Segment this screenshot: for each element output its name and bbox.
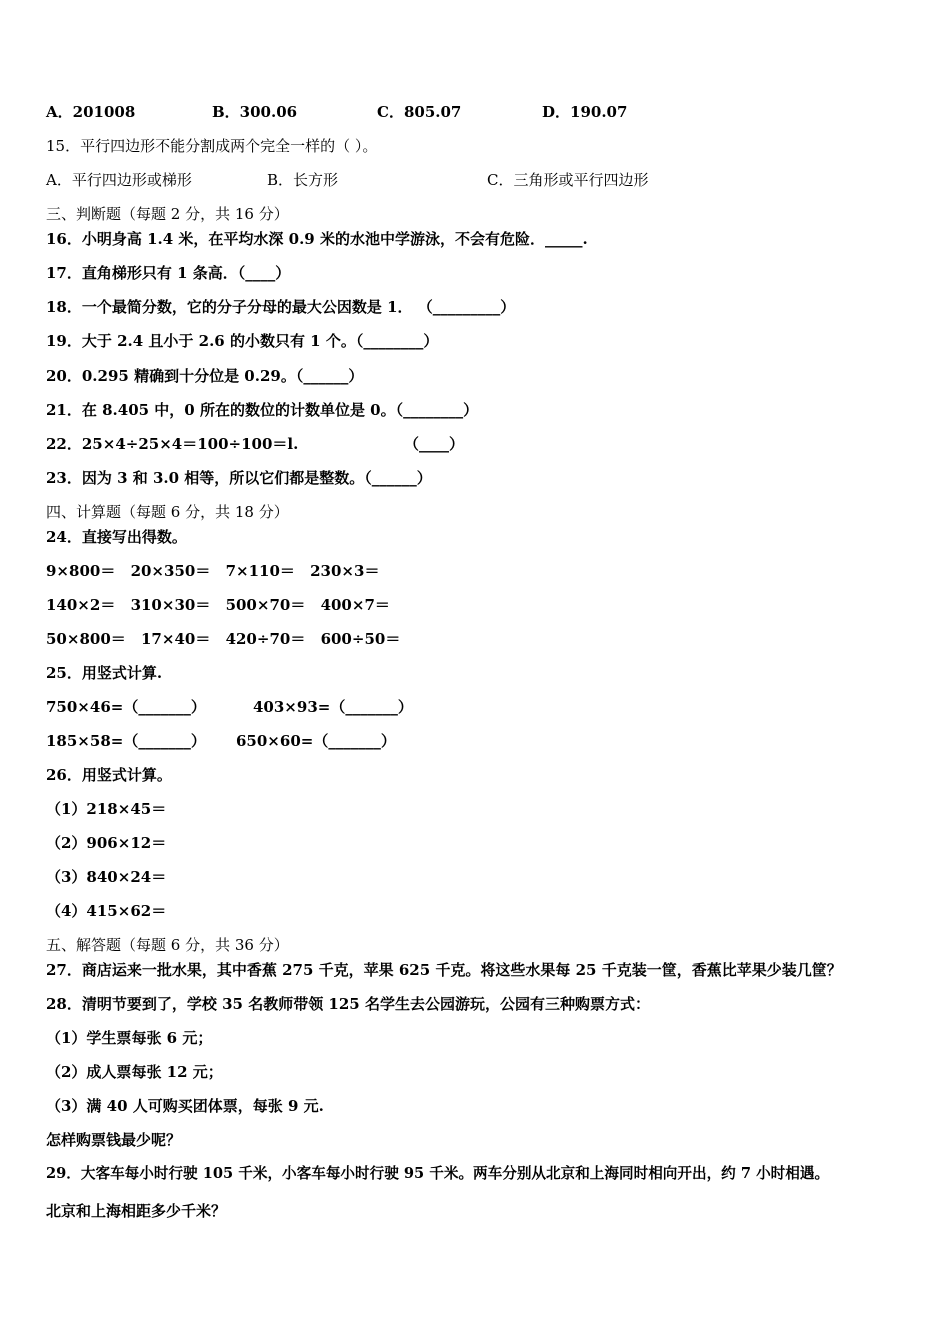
- q25-item: 185×58=（_______）: [46, 732, 206, 750]
- q15-option-b: B．长方形: [267, 171, 339, 189]
- q25-item: 650×60=（_______）: [236, 732, 396, 750]
- q26-item-1: （1）218×45＝: [46, 800, 167, 818]
- q28-item-2: （2）成人票每张 12 元；: [46, 1063, 223, 1081]
- q18: 18．一个最简分数，它的分子分母的最大公因数是 1． （_________）: [46, 298, 516, 316]
- q21: 21．在 8.405 中，0 所在的数位的计数单位是 0。（________）: [46, 401, 479, 419]
- q24-item: 7×110＝: [225, 562, 295, 580]
- q25-item: 403×93=（_______）: [253, 698, 413, 716]
- q23: 23．因为 3 和 3.0 相等，所以它们都是整数。（______）: [46, 469, 432, 487]
- q24-stem: 24．直接写出得数。: [46, 528, 187, 546]
- q14-option-c: C．805.07: [377, 103, 462, 121]
- q24-item: 140×2＝: [46, 596, 116, 614]
- q22-blank: （____）: [404, 435, 465, 453]
- q24-item: 9×800＝: [46, 562, 116, 580]
- q22: 22．25×4÷25×4＝100÷100＝l.: [46, 435, 299, 453]
- section-3-heading: 三、判断题（每题 2 分，共 16 分）: [46, 205, 289, 223]
- q29-stem: 29．大客车每小时行驶 105 千米，小客车每小时行驶 95 千米。两车分别从北京和上海同时相向开出，约 7 小时相遇。: [46, 1165, 830, 1182]
- q24-item: 600÷50＝: [320, 630, 401, 648]
- q26-item-3: （3）840×24＝: [46, 868, 167, 886]
- section-5-heading: 五、解答题（每题 6 分，共 36 分）: [46, 936, 289, 954]
- q29-question: 北京和上海相距多少千米？: [46, 1202, 227, 1220]
- q26-item-2: （2）906×12＝: [46, 834, 167, 852]
- q14-option-b: B．300.06: [212, 103, 298, 121]
- q19: 19．大于 2.4 且小于 2.6 的小数只有 1 个。（________）: [46, 332, 439, 350]
- q28-item-1: （1）学生票每张 6 元；: [46, 1029, 213, 1047]
- q14-option-a: A．201008: [46, 103, 136, 121]
- q14-option-d: D．190.07: [542, 103, 628, 121]
- q24-item: 310×30＝: [130, 596, 211, 614]
- q24-item: 17×40＝: [141, 630, 211, 648]
- q24-item: 400×7＝: [320, 596, 390, 614]
- q24-item: 500×70＝: [225, 596, 306, 614]
- q24-item: 50×800＝: [46, 630, 126, 648]
- q25-stem: 25．用竖式计算.: [46, 664, 163, 682]
- q26-item-4: （4）415×62＝: [46, 902, 167, 920]
- q17: 17．直角梯形只有 1 条高．（____）: [46, 264, 291, 282]
- q24-row-1: [46, 561, 389, 581]
- q24-row-3: [46, 629, 410, 649]
- q24-item: 20×350＝: [130, 562, 211, 580]
- q15-option-a: A．平行四边形或梯形: [46, 171, 192, 189]
- section-4-heading: 四、计算题（每题 6 分，共 18 分）: [46, 503, 289, 521]
- q24-item: 420÷70＝: [225, 630, 306, 648]
- q24-row-2: [46, 595, 400, 615]
- q28-question: 怎样购票钱最少呢？: [46, 1131, 182, 1149]
- q27: 27．商店运来一批水果，其中香蕉 275 千克，苹果 625 千克。将这些水果每 25 千克装一筐，香蕉比苹果少装几筐？: [46, 961, 842, 979]
- q15-stem: 15．平行四边形不能分割成两个完全一样的（ ）。: [46, 137, 378, 155]
- q16: 16．小明身高 1.4 米，在平均水深 0.9 米的水池中学游泳，不会有危险．_____.: [46, 230, 588, 248]
- q28-stem: 28．清明节要到了，学校 35 名教师带领 125 名学生去公园游玩，公园有三种购票方式：: [46, 995, 650, 1013]
- q24-item: 230×3＝: [310, 562, 380, 580]
- q15-option-c: C．三角形或平行四边形: [487, 171, 649, 189]
- q26-stem: 26．用竖式计算。: [46, 766, 172, 784]
- q20: 20．0.295 精确到十分位是 0.29。（______）: [46, 367, 364, 385]
- q25-item: 750×46=（_______）: [46, 698, 206, 716]
- q28-item-3: （3）满 40 人可购买团体票，每张 9 元.: [46, 1097, 324, 1115]
